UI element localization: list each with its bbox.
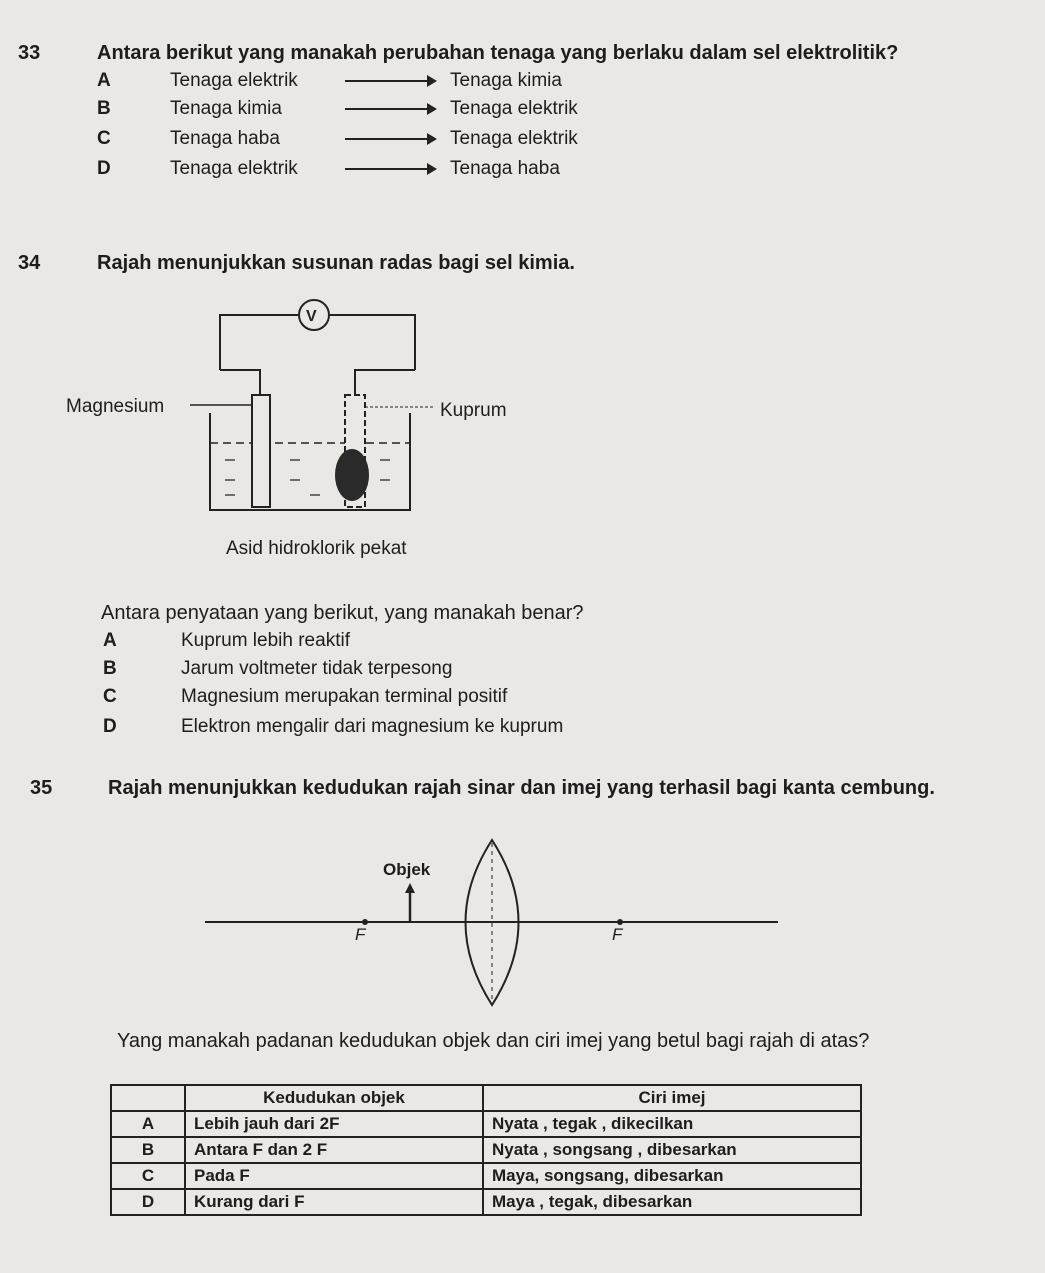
- q34-number: 34: [18, 252, 41, 274]
- table-row[interactable]: [111, 1137, 861, 1163]
- q34-option-text: Kuprum lebih reaktif: [181, 630, 350, 651]
- q33-option-letter: B: [97, 98, 111, 119]
- row-letter: B: [111, 1137, 185, 1163]
- magnesium-electrode: [252, 395, 270, 507]
- row-image: Maya , tegak, dibesarkan: [483, 1189, 861, 1215]
- focal-label-left: F: [355, 925, 366, 944]
- q34-option-text: Elektron mengalir dari magnesium ke kuprum: [181, 716, 564, 737]
- q33-option-to: Tenaga kimia: [450, 70, 562, 91]
- row-image: Nyata , songsang , dibesarkan: [483, 1137, 861, 1163]
- kuprum-label: Kuprum: [440, 400, 507, 421]
- focal-label-right: F: [612, 925, 623, 944]
- q34-option-letter: C: [103, 686, 117, 707]
- table-header-row: [111, 1085, 861, 1111]
- wire-left: [220, 315, 298, 370]
- row-image: Nyata , tegak , dikecilkan: [483, 1111, 861, 1137]
- row-position: Antara F dan 2 F: [185, 1137, 483, 1163]
- q34-option-letter: B: [103, 658, 117, 679]
- q33-option-to: Tenaga haba: [450, 158, 560, 179]
- q33-question: Antara berikut yang manakah perubahan tenaga yang berlaku dalam sel elektrolitik?: [97, 42, 899, 64]
- q35-question: Rajah menunjukkan kedudukan rajah sinar dan imej yang terhasil bagi kanta cembung.: [108, 777, 935, 799]
- q35-prompt: Yang manakah padanan kedudukan objek dan ciri imej yang betul bagi rajah di atas?: [117, 1030, 870, 1052]
- q34-prompt: Antara penyataan yang berikut, yang manakah benar?: [101, 602, 584, 624]
- arrow-icon: [345, 80, 435, 82]
- arrow-icon: [345, 138, 435, 140]
- q34-option-letter: D: [103, 716, 117, 737]
- table-header-cell: [111, 1085, 185, 1111]
- table-header-cell: Ciri imej: [483, 1085, 861, 1111]
- q35-number: 35: [30, 777, 53, 799]
- table-header-cell: Kedudukan objek: [185, 1085, 483, 1111]
- row-position: Pada F: [185, 1163, 483, 1189]
- object-label: Objek: [383, 860, 431, 879]
- q33-option-from: Tenaga elektrik: [170, 70, 298, 91]
- row-position: Kurang dari F: [185, 1189, 483, 1215]
- voltmeter-label: V: [306, 308, 317, 325]
- q33-option-from: Tenaga elektrik: [170, 158, 298, 179]
- arrow-icon: [345, 168, 435, 170]
- q34-question: Rajah menunjukkan susunan radas bagi sel kimia.: [97, 252, 575, 274]
- magnesium-label: Magnesium: [66, 396, 165, 417]
- q33-number: 33: [18, 42, 41, 64]
- q34-option-text: Jarum voltmeter tidak terpesong: [181, 658, 453, 679]
- deposit: [335, 449, 369, 501]
- q33-option-to: Tenaga elektrik: [450, 128, 578, 149]
- arrow-icon: [345, 108, 435, 110]
- chemical-cell-diagram: [180, 295, 460, 530]
- q34-option-letter: A: [103, 630, 117, 651]
- q34-option-text: Magnesium merupakan terminal positif: [181, 686, 508, 707]
- q33-option-to: Tenaga elektrik: [450, 98, 578, 119]
- row-letter: C: [111, 1163, 185, 1189]
- row-position: Lebih jauh dari 2F: [185, 1111, 483, 1137]
- q33-option-letter: A: [97, 70, 111, 91]
- q33-option-letter: D: [97, 158, 111, 179]
- acid-label: Asid hidroklorik pekat: [226, 538, 407, 559]
- object-arrowhead: [405, 883, 415, 893]
- table-row[interactable]: [111, 1163, 861, 1189]
- table-row[interactable]: [111, 1111, 861, 1137]
- q33-option-from: Tenaga kimia: [170, 98, 282, 119]
- row-image: Maya, songsang, dibesarkan: [483, 1163, 861, 1189]
- q33-option-from: Tenaga haba: [170, 128, 280, 149]
- wire-right: [330, 315, 415, 370]
- q33-option-letter: C: [97, 128, 111, 149]
- q35-answer-table: [110, 1084, 862, 1216]
- row-letter: A: [111, 1111, 185, 1137]
- convex-lens-diagram: [200, 835, 780, 1010]
- row-letter: D: [111, 1189, 185, 1215]
- table-row[interactable]: [111, 1189, 861, 1215]
